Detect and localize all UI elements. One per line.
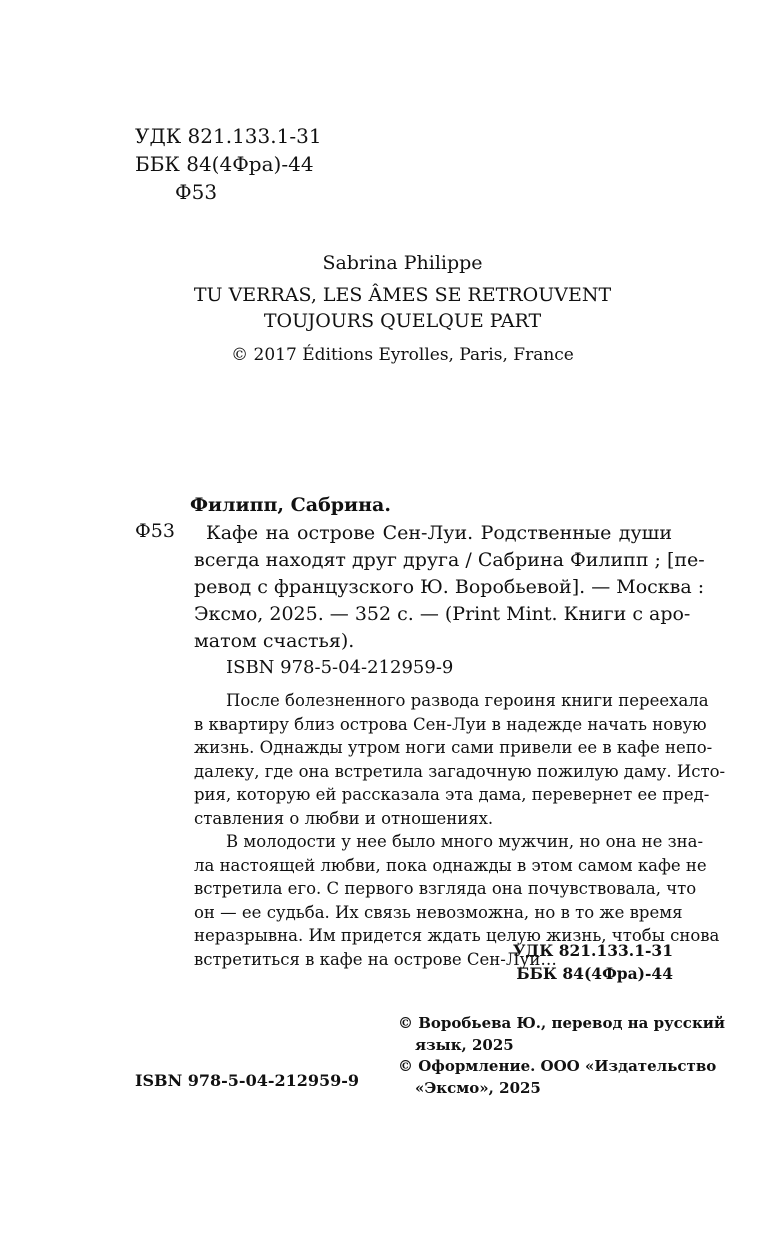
author-sign: Ф53 xyxy=(175,180,218,204)
footer-udk-code: УДК 821.133.1-31 xyxy=(512,941,673,960)
catalog-author-sign: Ф53 xyxy=(135,520,175,542)
annotation-line: в квартиру близ острова Сен-Луи в надежде начать новую xyxy=(194,714,707,734)
catalog-entry-heading: Филипп, Сабрина. xyxy=(190,494,391,516)
design-copyright-cont: «Эксмо», 2025 xyxy=(415,1078,541,1097)
catalog-line: матом счастья). xyxy=(194,630,355,652)
footer-classification-codes xyxy=(400,939,673,985)
catalog-line: Эксмо, 2025. — 352 с. — (Print Mint. Книги с аро- xyxy=(194,603,691,625)
annotation xyxy=(194,689,726,971)
annotation-line: рия, которую ей рассказала эта дама, перевернет ее пред- xyxy=(194,785,710,804)
original-title-line-1: TU VERRAS, LES ÂMES SE RETROUVENT xyxy=(193,284,612,306)
annotation-line: неразрывна. Им придется ждать целую жизнь, чтобы снова xyxy=(194,926,720,945)
original-title-line-2: TOUJOURS QUELQUE PART xyxy=(263,310,542,332)
isbn-bottom: ISBN 978-5-04-212959-9 xyxy=(135,1071,360,1090)
annotation-line: После болезненного развода героиня книги переехала xyxy=(226,691,709,710)
catalog-line: ревод с французского Ю. Воробьевой]. — Москва : xyxy=(194,576,705,598)
original-copyright: © 2017 Éditions Eyrolles, Paris, France xyxy=(231,345,574,365)
annotation-line: ла настоящей любви, пока однажды в этом самом кафе не xyxy=(194,855,707,875)
annotation-line: далеку, где она встретила загадочную пожилую даму. Исто- xyxy=(194,761,726,781)
udk-code: УДК 821.133.1-31 xyxy=(135,124,322,148)
catalog-line: всегда находят друг друга / Сабрина Филипп ; [пе- xyxy=(194,549,705,571)
translation-copyright: © Воробьева Ю., перевод на русский xyxy=(398,1014,726,1032)
annotation-line: встретила его. С первого взгляда она почувствовала, что xyxy=(194,879,697,898)
catalog-line: Кафе на острове Сен-Луи. Родственные души xyxy=(206,522,672,544)
translation-copyright-cont: язык, 2025 xyxy=(415,1035,514,1054)
catalog-entry-description xyxy=(194,520,705,655)
annotation-line: В молодости у нее было много мужчин, но она не зна- xyxy=(226,832,704,851)
annotation-line: жизнь. Однажды утром ноги сами привели ее в кафе непо- xyxy=(194,738,713,757)
catalog-isbn: ISBN 978-5-04-212959-9 xyxy=(226,657,454,678)
footer-bbk-code: ББК 84(4Фра)-44 xyxy=(516,964,673,983)
original-author: Sabrina Philippe xyxy=(322,252,483,274)
design-copyright: © Оформление. ООО «Издательство xyxy=(398,1057,717,1075)
annotation-line: встретиться в кафе на острове Сен-Луи… xyxy=(194,949,557,969)
annotation-line: ставления о любви и отношениях. xyxy=(194,808,494,828)
classification-codes xyxy=(135,122,322,206)
annotation-line: он — ее судьба. Их связь невозможна, но в то же время xyxy=(194,902,683,922)
bbk-code: ББК 84(4Фра)-44 xyxy=(135,152,314,176)
copyright-notices xyxy=(398,1013,726,1099)
